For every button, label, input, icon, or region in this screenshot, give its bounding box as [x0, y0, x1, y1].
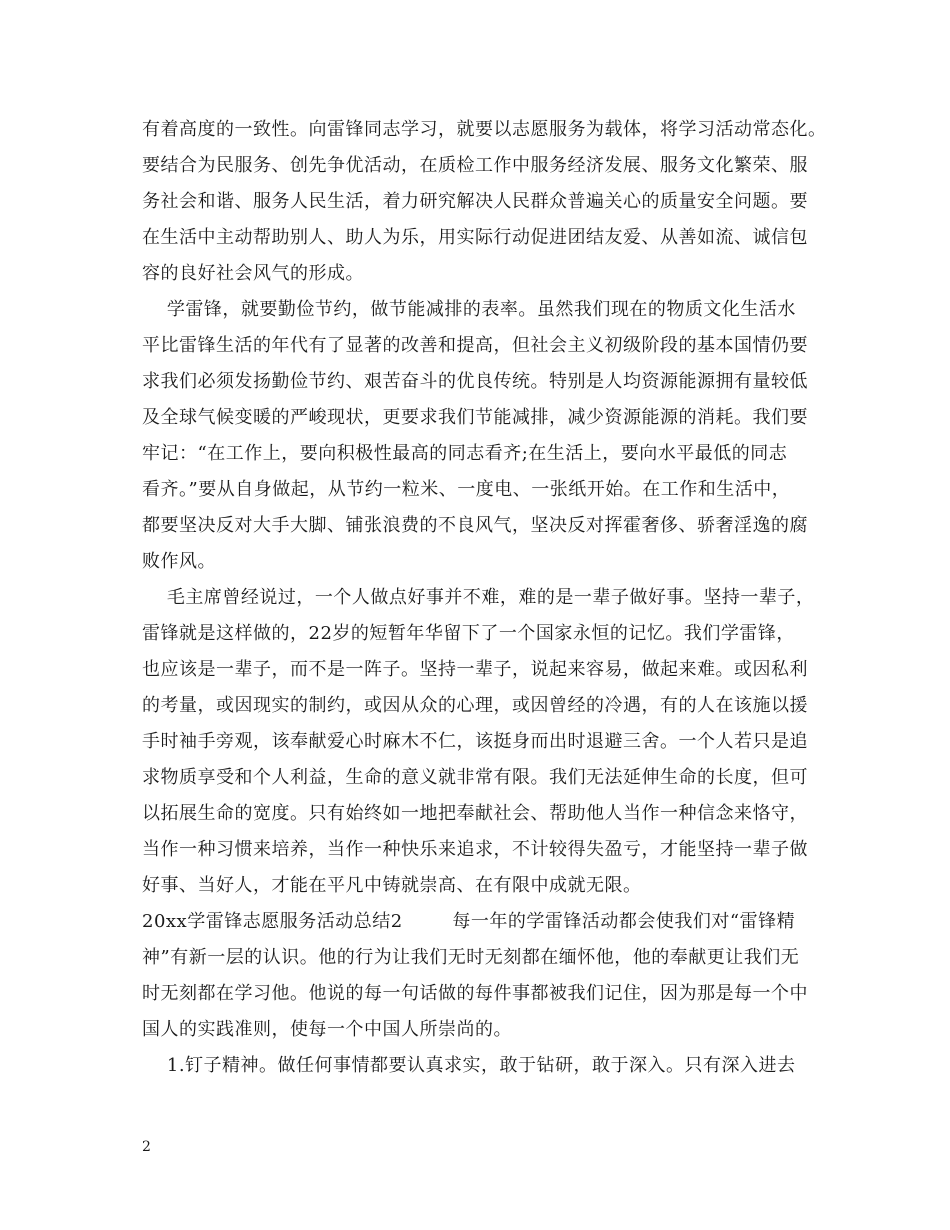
page-number: 2	[142, 1139, 151, 1155]
text-line: 好事、当好人，才能在平凡中铸就崇高、在有限中成就无限。	[142, 875, 642, 896]
text-line: 毛主席曾经说过，一个人做点好事并不难，难的是一辈子做好事。坚持一辈子，	[142, 587, 815, 608]
text-line: 在生活中主动帮助别人、助人为乐，用实际行动促进团结友爱、从善如流、诚信包	[142, 227, 808, 248]
text-line: 时无刻都在学习他。他说的每一句话做的每件事都被我们记住，因为那是每一个中	[142, 983, 808, 1004]
text-line: 要结合为民服务、创先争优活动，在质检工作中服务经济发展、服务文化繁荣、服	[142, 155, 808, 176]
text-line: 雷锋就是这样做的，22岁的短暂年华留下了一个国家永恒的记忆。我们学雷锋，	[142, 623, 795, 644]
text-line: 求我们必须发扬勤俭节约、艰苦奋斗的优良传统。特别是人均资源能源拥有量较低	[142, 371, 808, 392]
text-line: 牢记：“在工作上，要向积极性最高的同志看齐;在生活上，要向水平最低的同志	[142, 443, 788, 464]
text-line: 当作一种习惯来培养，当作一种快乐来追求，不计较得失盈亏，才能坚持一辈子做	[142, 839, 808, 860]
text-line: 也应该是一辈子，而不是一阵子。坚持一辈子，说起来容易，做起来难。或因私利	[142, 659, 808, 680]
text-line: 容的良好社会风气的形成。	[142, 263, 364, 284]
text-line: 1.钉子精神。做任何事情都要认真求实，敢于钻研，敢于深入。只有深入进去	[142, 1055, 796, 1076]
text-line: 看齐。”要从自身做起，从节约一粒米、一度电、一张纸开始。在工作和生活中，	[142, 479, 791, 500]
text-line: 的考量，或因现实的制约，或因从众的心理，或因曾经的冷遇，有的人在该施以援	[142, 695, 808, 716]
text-line: 学雷锋，就要勤俭节约，做节能减排的表率。虽然我们现在的物质文化生活水	[142, 299, 796, 320]
text-line: 平比雷锋生活的年代有了显著的改善和提高，但社会主义初级阶段的基本国情仍要	[142, 335, 808, 356]
text-line: 务社会和谐、服务人民生活，着力研究解决人民群众普遍关心的质量安全问题。要	[142, 191, 808, 212]
text-line: 手时袖手旁观，该奉献爱心时麻木不仁，该挺身而出时退避三舍。一个人若只是追	[142, 731, 808, 752]
text-line: 败作风。	[142, 551, 216, 572]
text-line: 国人的实践准则，使每一个中国人所崇尚的。	[142, 1019, 512, 1040]
text-line: 求物质享受和个人利益，生命的意义就非常有限。我们无法延伸生命的长度，但可	[142, 767, 808, 788]
text-line: 20xx学雷锋志愿服务活动总结2 每一年的学雷锋活动都会使我们对“雷锋精	[142, 911, 796, 932]
text-line: 以拓展生命的宽度。只有始终如一地把奉献社会、帮助他人当作一种信念来恪守，	[142, 803, 808, 824]
text-line: 及全球气候变暖的严峻现状，更要求我们节能减排，减少资源能源的消耗。我们要	[142, 407, 808, 428]
text-line: 神”有新一层的认识。他的行为让我们无时无刻都在缅怀他，他的奉献更让我们无	[142, 947, 800, 968]
text-line: 都要坚决反对大手大脚、铺张浪费的不良风气，坚决反对挥霍奢侈、骄奢淫逸的腐	[142, 515, 808, 536]
text-line: 有着高度的一致性。向雷锋同志学习，就要以志愿服务为载体，将学习活动常态化。	[142, 119, 827, 140]
